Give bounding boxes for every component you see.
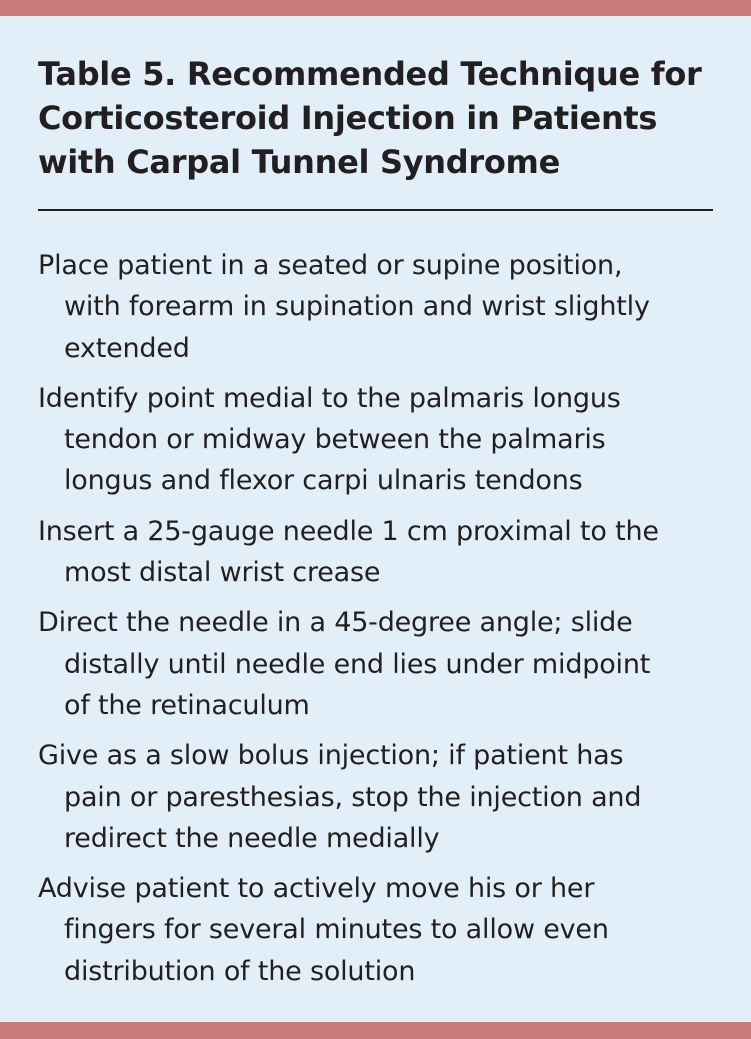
step-text-line: fingers for several minutes to allow even — [64, 914, 609, 946]
title-line: Table 5. Recommended Technique for — [38, 55, 702, 93]
step-text-line: tendon or midway between the palmaris — [64, 424, 606, 456]
step-text-line: redirect the needle medially — [64, 822, 440, 854]
title-line: with Carpal Tunnel Syndrome — [38, 143, 560, 181]
step-text-line: distribution of the solution — [64, 955, 416, 987]
technique-step — [38, 245, 738, 369]
step-text-line: extended — [64, 332, 190, 364]
step-text-line: Place patient in a seated or supine position, — [38, 250, 623, 281]
step-text-line: longus and flexor carpi ulnaris tendons — [64, 465, 583, 497]
title-divider — [38, 209, 713, 211]
step-text-line: Direct the needle in a 45-degree angle; slide — [38, 607, 633, 639]
step-text-line: Identify point medial to the palmaris longus — [38, 382, 621, 414]
table-title — [38, 52, 728, 184]
step-text-line: distally until needle end lies under midpoint — [64, 648, 651, 680]
step-text-line: Insert a 25-gauge needle 1 cm proximal to the — [38, 515, 659, 547]
step-text-line: pain or paresthesias, stop the injection and — [64, 781, 642, 813]
step-text-line: Advise patient to actively move his or her — [38, 873, 595, 905]
technique-steps-list — [38, 245, 738, 1001]
bottom-accent-bar — [0, 1022, 751, 1039]
technique-step — [38, 735, 738, 859]
step-text-line: of the retinaculum — [64, 689, 310, 721]
top-accent-bar — [0, 0, 751, 16]
technique-step — [38, 602, 738, 726]
technique-step — [38, 868, 738, 992]
step-text-line: Give as a slow bolus injection; if patient has — [38, 740, 624, 772]
technique-step — [38, 378, 738, 502]
step-text-line: most distal wrist crease — [64, 557, 381, 589]
technique-step — [38, 511, 738, 594]
step-text-line: with forearm in supination and wrist slightly — [64, 291, 650, 323]
title-line: Corticosteroid Injection in Patients — [38, 99, 658, 137]
